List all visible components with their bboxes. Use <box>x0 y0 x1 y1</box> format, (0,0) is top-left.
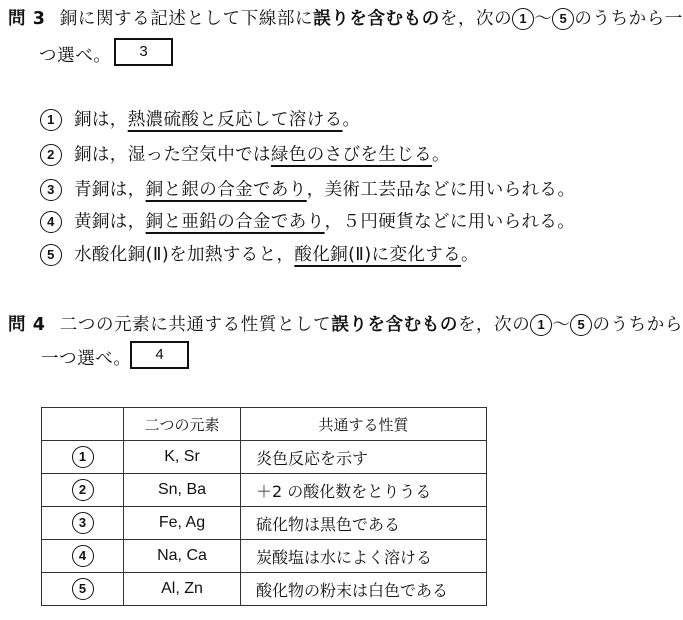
option-number-circle: 2 <box>40 144 62 166</box>
option-text: 青銅は， <box>74 180 146 200</box>
q3-option[interactable] <box>40 208 575 233</box>
q3-range-sep: ～ <box>534 9 553 29</box>
q3-number: 問 3 <box>8 9 46 29</box>
row-number-cell <box>42 474 124 507</box>
row-property-cell: 炎色反応を示す <box>241 441 487 474</box>
row-number-cell <box>42 507 124 540</box>
row-elements-cell: Fe, Ag <box>124 507 241 540</box>
table-header-elements: 二つの元素 <box>124 408 241 441</box>
q3-option[interactable] <box>40 141 450 166</box>
q4-prompt-emphasis: 誤りを含むもの <box>331 315 458 335</box>
option-text: 銅は， <box>74 110 128 130</box>
q4-prompt-line1 <box>8 311 683 336</box>
q3-answer-box[interactable]: 3 <box>114 38 173 66</box>
option-text-tail: ，美術工芸品などに用いられる。 <box>306 180 576 200</box>
row-number-circle: 5 <box>72 578 94 600</box>
option-text: 銅は，湿った空気中では <box>74 145 271 165</box>
option-number-circle: 5 <box>40 244 62 266</box>
table-row[interactable] <box>42 540 487 573</box>
option-text: 黄銅は， <box>74 212 146 232</box>
table-header-property: 共通する性質 <box>241 408 487 441</box>
q3-prompt-text: 銅に関する記述として下線部に <box>59 9 314 29</box>
row-number-cell <box>42 540 124 573</box>
option-text: 水酸化銅(Ⅱ)を加熱すると， <box>74 245 295 265</box>
row-property-cell: 酸化物の粉末は白色である <box>241 573 487 606</box>
row-elements-cell: Al, Zn <box>124 573 241 606</box>
table-row[interactable] <box>42 507 487 540</box>
table-row[interactable] <box>42 441 487 474</box>
q4-prompt-text-2: を，次の <box>457 315 531 335</box>
option-text-tail: ，５円硬貨などに用いられる。 <box>324 212 576 232</box>
row-property-cell: ＋2 の酸化数をとりうる <box>241 474 487 507</box>
option-text-tail: 。 <box>342 110 361 130</box>
option-number-circle: 4 <box>40 211 62 233</box>
q3-range-end: 5 <box>552 8 574 30</box>
row-number-circle: 3 <box>72 512 94 534</box>
option-underlined-text: 酸化銅(Ⅱ)に変化する <box>294 245 462 265</box>
row-number-circle: 2 <box>72 479 94 501</box>
q4-range-start: 1 <box>530 314 552 336</box>
q3-prompt-line1 <box>8 5 683 30</box>
q3-prompt-tail: のうちから一 <box>574 9 683 29</box>
option-text-tail: 。 <box>461 245 479 265</box>
q4-range-end: 5 <box>570 314 592 336</box>
row-elements-cell: Na, Ca <box>124 540 241 573</box>
q3-option[interactable] <box>40 106 360 131</box>
option-underlined-text: 熱濃硫酸と反応して溶ける <box>127 110 343 130</box>
q3-range-start: 1 <box>512 8 534 30</box>
q3-option[interactable] <box>40 176 575 201</box>
q4-range-sep: ～ <box>552 315 571 335</box>
q3-prompt-text-2: を，次の <box>439 9 513 29</box>
q3-option[interactable] <box>40 241 479 266</box>
option-number-circle: 3 <box>40 179 62 201</box>
row-elements-cell: K, Sr <box>124 441 241 474</box>
option-number-circle: 1 <box>40 109 62 131</box>
table-row[interactable] <box>42 573 487 606</box>
row-property-cell: 炭酸塩は水によく溶ける <box>241 540 487 573</box>
table-header-row <box>42 408 487 441</box>
q4-prompt-text: 二つの元素に共通する性質として <box>59 315 332 335</box>
row-number-circle: 1 <box>72 446 94 468</box>
row-property-cell: 硫化物は黒色である <box>241 507 487 540</box>
q4-table <box>41 407 487 606</box>
option-underlined-text: 緑色のさびを生じる <box>270 145 433 165</box>
q3-prompt-line2: つ選べ。 <box>39 46 112 66</box>
option-text-tail: 。 <box>432 145 450 165</box>
option-underlined-text: 銅と亜鉛の合金であり <box>145 212 325 232</box>
table-header-num <box>42 408 124 441</box>
table-row[interactable] <box>42 474 487 507</box>
q4-number: 問 4 <box>8 315 46 335</box>
row-number-circle: 4 <box>72 545 94 567</box>
option-underlined-text: 銅と銀の合金であり <box>145 180 307 200</box>
row-elements-cell: Sn, Ba <box>124 474 241 507</box>
q4-prompt-tail: のうちから <box>592 315 683 335</box>
row-number-cell <box>42 441 124 474</box>
row-number-cell <box>42 573 124 606</box>
q3-prompt-emphasis: 誤りを含むもの <box>313 9 440 29</box>
q4-prompt-line2: 一つ選べ。 <box>41 349 132 369</box>
q4-answer-box[interactable]: 4 <box>130 341 189 369</box>
